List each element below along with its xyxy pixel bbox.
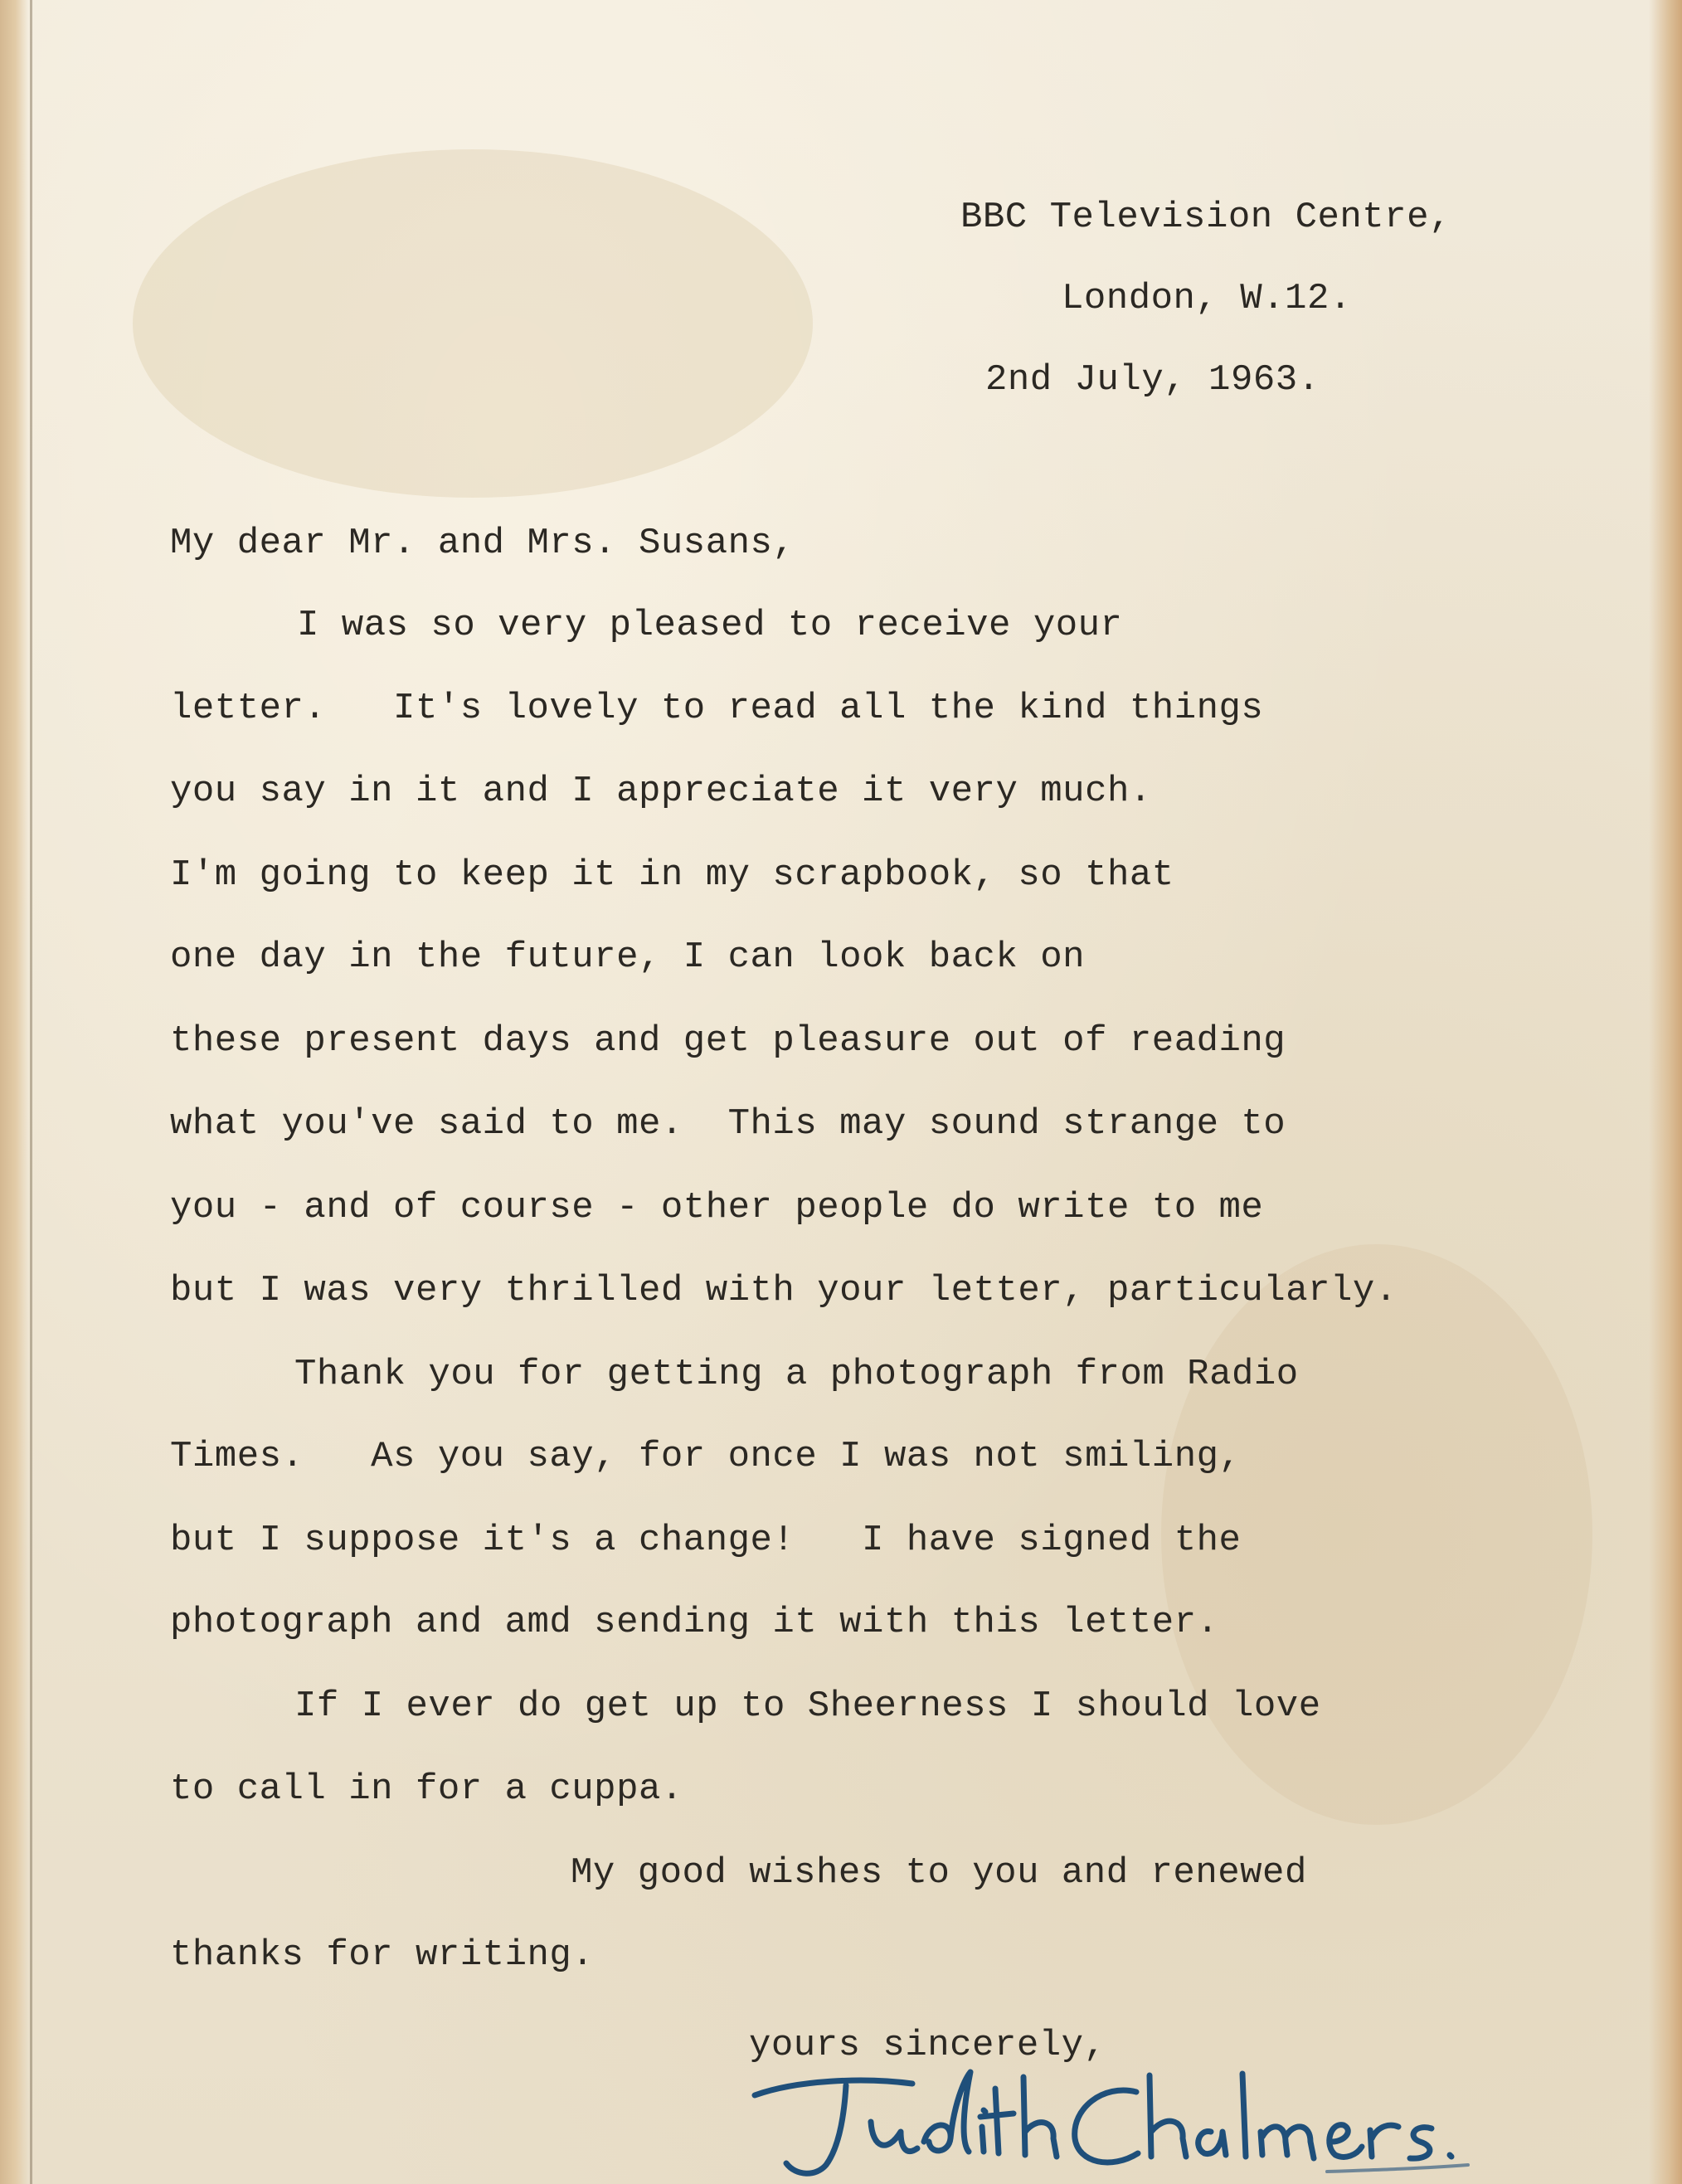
letter-date: 2nd July, 1963. [985, 359, 1320, 401]
paper-stain [133, 149, 813, 498]
body-line: you - and of course - other people do write to me [170, 1187, 1264, 1228]
body-line: My good wishes to you and renewed [571, 1852, 1307, 1894]
body-line: these present days and get pleasure out of reading [170, 1020, 1286, 1062]
paper-left-edge [0, 0, 28, 2184]
body-line: thanks for writing. [170, 1934, 595, 1976]
body-line: Thank you for getting a photograph from Radio [294, 1354, 1299, 1395]
body-line: but I suppose it's a change! I have signed the [170, 1520, 1242, 1561]
closing: yours sincerely, [749, 2025, 1106, 2066]
body-line: If I ever do get up to Sheerness I should love [294, 1685, 1321, 1727]
letterhead-line-1: BBC Television Centre, [960, 197, 1451, 238]
binding-margin-line [30, 0, 32, 2184]
body-line: one day in the future, I can look back on [170, 936, 1086, 978]
letterhead-line-2: London, W.12. [1062, 278, 1352, 319]
body-line: I'm going to keep it in my scrapbook, so that [170, 854, 1174, 896]
salutation: My dear Mr. and Mrs. Susans, [170, 523, 795, 564]
body-line: photograph and amd sending it with this letter. [170, 1602, 1219, 1643]
handwritten-signature [746, 2055, 1476, 2184]
body-line: what you've said to me. This may sound strange to [170, 1103, 1286, 1145]
body-line: Times. As you say, for once I was not smiling, [170, 1436, 1242, 1477]
body-line: I was so very pleased to receive your [297, 605, 1123, 646]
body-line: but I was very thrilled with your letter, particularly. [170, 1270, 1398, 1311]
body-line: letter. It's lovely to read all the kind things [170, 688, 1264, 729]
body-line: you say in it and I appreciate it very much. [170, 771, 1152, 812]
paper-right-edge [1649, 0, 1682, 2184]
body-line: to call in for a cuppa. [170, 1768, 683, 1810]
